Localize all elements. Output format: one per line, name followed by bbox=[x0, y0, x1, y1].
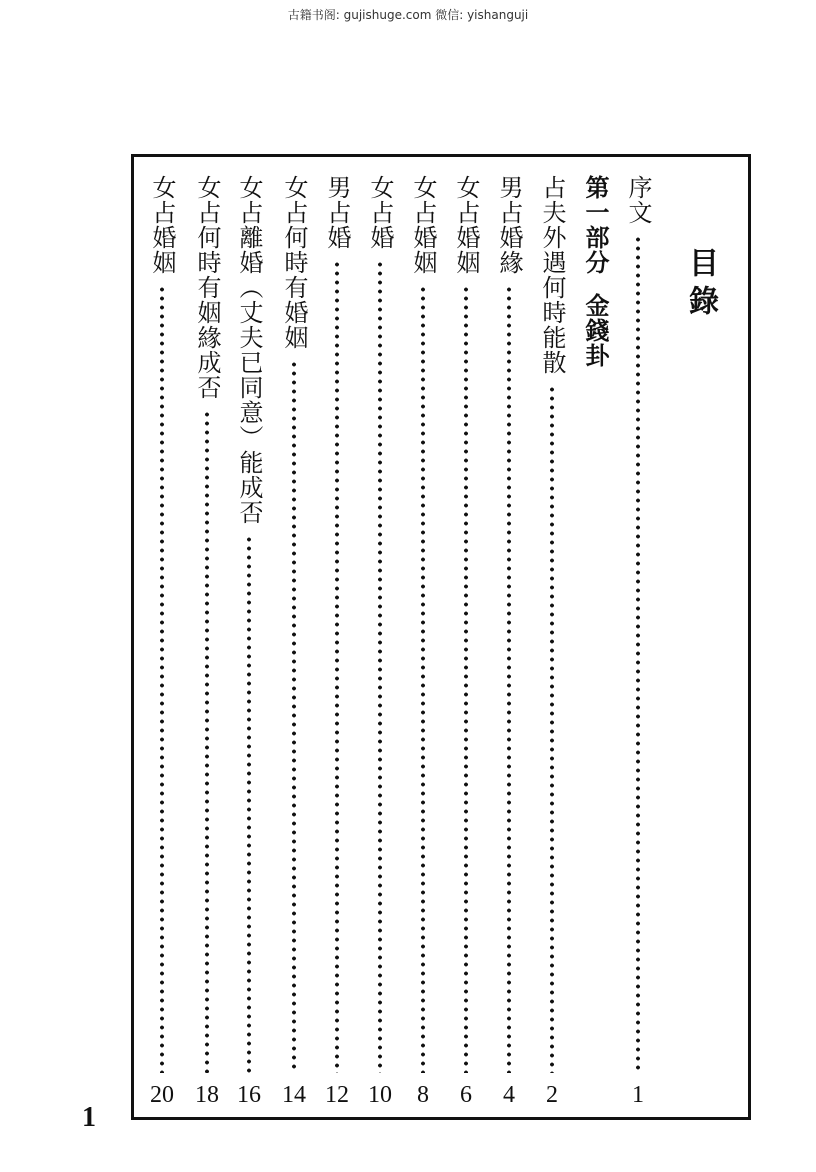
entry-page: 18 bbox=[195, 1082, 219, 1108]
leader-dots bbox=[507, 285, 511, 1073]
toc-entry-preface[interactable] bbox=[620, 175, 656, 1073]
leader-dots bbox=[550, 385, 554, 1073]
entry-page: 14 bbox=[282, 1082, 306, 1108]
entry-title: 女占何時有婚姻 bbox=[280, 175, 308, 350]
leader-dots bbox=[335, 260, 339, 1073]
toc-frame bbox=[131, 154, 751, 1120]
toc-entry[interactable] bbox=[276, 175, 312, 1073]
toc-entry[interactable] bbox=[189, 175, 225, 1073]
entry-title: 女占婚 bbox=[366, 175, 394, 250]
entry-page: 16 bbox=[237, 1082, 261, 1108]
toc-entry[interactable] bbox=[491, 175, 527, 1073]
leader-dots bbox=[378, 260, 382, 1073]
toc-heading: 目錄 bbox=[683, 247, 718, 323]
part-sublabel: 金錢卦 bbox=[581, 293, 609, 368]
leader-dots bbox=[247, 535, 251, 1073]
toc-entry[interactable] bbox=[534, 175, 570, 1073]
entry-title: 序文 bbox=[624, 175, 652, 225]
entry-title: 女占何時有姻緣成否 bbox=[193, 175, 221, 400]
toc-entry[interactable] bbox=[319, 175, 355, 1073]
entry-title: 男占婚 bbox=[323, 175, 351, 250]
entry-page: 4 bbox=[503, 1082, 515, 1108]
toc-entry[interactable] bbox=[362, 175, 398, 1073]
folio-number: 1 bbox=[82, 1102, 96, 1133]
entry-page: 6 bbox=[460, 1082, 472, 1108]
entry-page: 8 bbox=[417, 1082, 429, 1108]
entry-title: 女占婚姻 bbox=[452, 175, 480, 275]
entry-title: 占夫外遇何時能散 bbox=[538, 175, 566, 375]
leader-dots bbox=[464, 285, 468, 1073]
part-label: 第一部分 bbox=[581, 175, 609, 275]
toc-entry[interactable] bbox=[448, 175, 484, 1073]
entry-page: 2 bbox=[546, 1082, 558, 1108]
entry-page: 1 bbox=[632, 1082, 644, 1108]
entry-title: 女占離婚（丈夫已同意）能成否 bbox=[235, 175, 263, 525]
entry-title: 女占婚姻 bbox=[148, 175, 176, 275]
toc-entry[interactable] bbox=[144, 175, 180, 1073]
leader-dots bbox=[160, 285, 164, 1073]
part-heading bbox=[577, 175, 613, 1073]
entry-page: 10 bbox=[368, 1082, 392, 1108]
entry-page: 12 bbox=[325, 1082, 349, 1108]
toc-entry[interactable] bbox=[231, 175, 267, 1073]
leader-dots bbox=[636, 235, 640, 1073]
entry-title: 男占婚緣 bbox=[495, 175, 523, 275]
leader-dots bbox=[292, 360, 296, 1073]
leader-dots bbox=[421, 285, 425, 1073]
toc-entry[interactable] bbox=[405, 175, 441, 1073]
watermark-text: 古籍书阁: gujishuge.com 微信: yishanguji bbox=[287, 8, 529, 22]
entry-page: 20 bbox=[150, 1082, 174, 1108]
leader-dots bbox=[205, 410, 209, 1073]
entry-title: 女占婚姻 bbox=[409, 175, 437, 275]
